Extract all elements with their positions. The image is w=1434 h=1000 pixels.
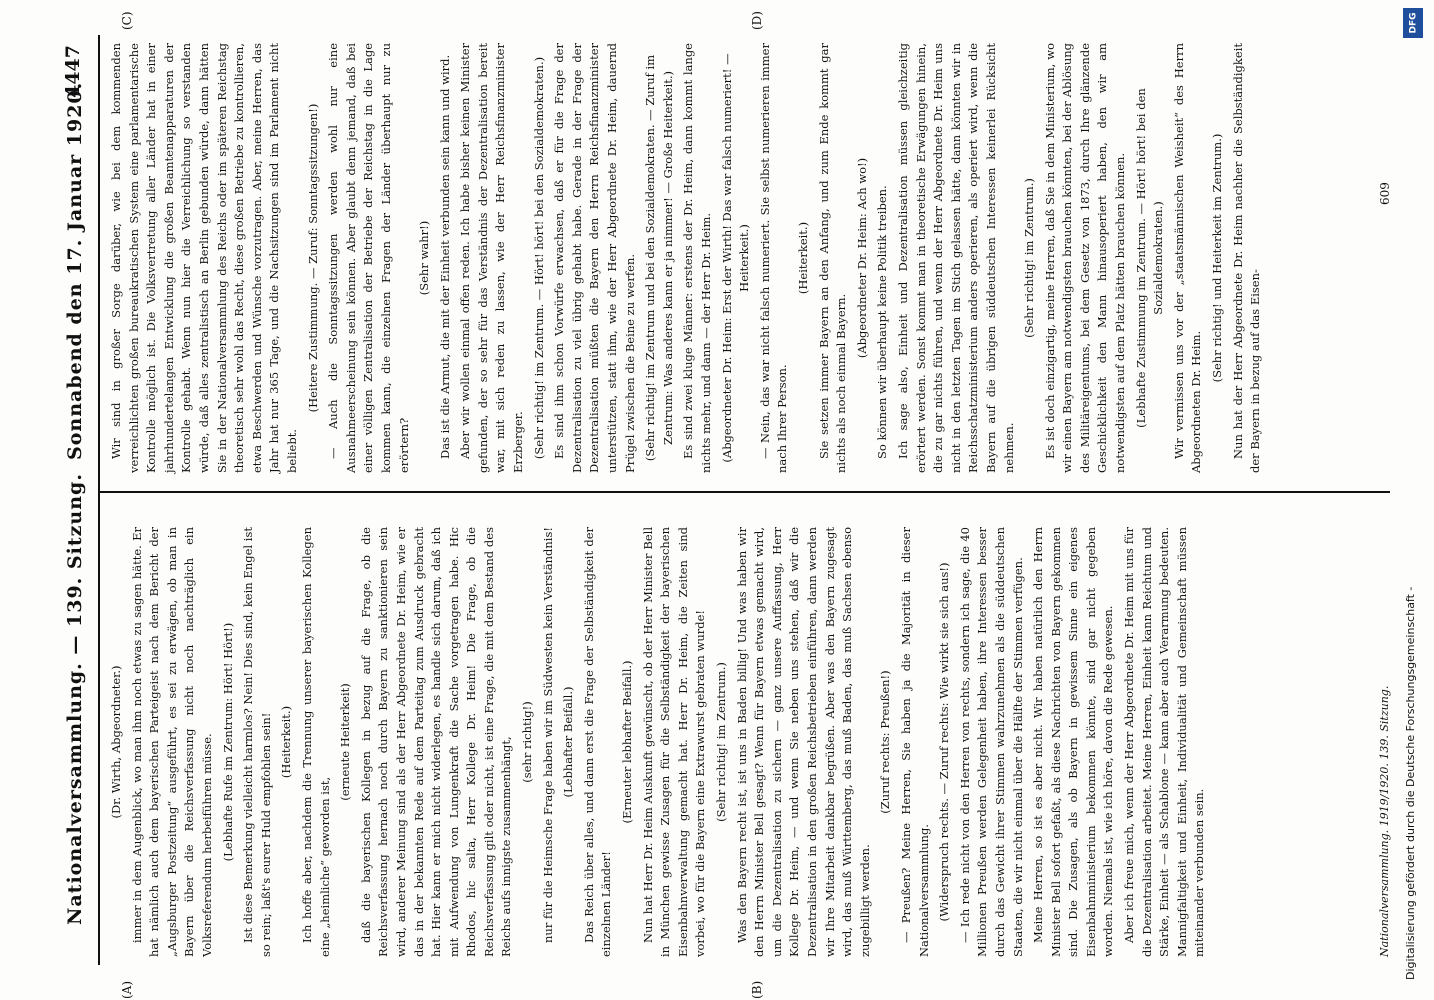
header-session-title: Nationalversammlung. — 139. Sitzung.	[64, 473, 86, 925]
paragraph: nur für die Heimsche Frage haben wir im Südwesten kein Verständnis!	[540, 527, 555, 943]
interjection: (Zuruf rechts: Preußen!)	[878, 670, 893, 814]
paragraph: Es ist doch einzigartig, meine Herren, daß Sie in dem Ministerium, wo wir einen Bayern am notwendigsten brauchen könnten, bei der Ablösung des Militäreigentums, bei dem Gesetz von 1873, durch Ihre glänzende Geschicklichkeit den Mann hinausoperiert haben, den wir am notwendigsten auf dem Platz hätten brauchen können.	[1042, 43, 1128, 473]
interjection: (sehr richtig!)	[520, 701, 535, 783]
interjection: (Erneuter lebhafter Beifall.)	[620, 660, 635, 824]
interjection: (Sehr richtig! im Zentrum.)	[714, 662, 728, 822]
interjection: (Lebhafte Zustimmung im Zentrum. — Hört! hört! bei den Sozialdemokraten.)	[1133, 88, 1166, 428]
interjection: (Sehr richtig! im Zentrum.)	[1022, 178, 1037, 338]
header-page-number: 4447	[62, 45, 84, 98]
margin-marker-d: (D)	[750, 11, 764, 30]
right-column	[108, 43, 1268, 473]
interjection: (Sehr richtig! im Zentrum und bei den Sozialdemokraten. — Zuruf im Zentrum: Was anderes kann er ja nimmer! — Große Heiterkeit.)	[643, 54, 675, 462]
interjection: (Abgeordneter Dr. Heim: Ach wo!)	[854, 157, 869, 359]
paragraph: Das Reich über alles, und dann erst die Frage der Selbständigkeit der einzelnen Länder!	[581, 527, 614, 957]
interjection: (Widerspruch rechts. — Zuruf rechts: Wie wirkt sie sich aus!)	[937, 562, 952, 922]
paragraph: — Preußen? Meine Herren, Sie haben ja die Majorität in dieser Nationalversammlung.	[898, 527, 931, 957]
paragraph: Ist diese Bemerkung vielleicht harmlos? Nein! Dies sind, kein Engel ist so rein; laßt's eurer Huld empfohlen sein!	[241, 527, 273, 957]
paragraph: So können wir überhaupt keine Politik treiben.	[875, 185, 890, 459]
interjection: (Abgeordneter Dr. Heim: Erst der Wirth! Das war falsch numeriert! — Heiterkeit.)	[719, 53, 752, 463]
paragraph: Es sind ihm schon Vorwürfe erwachsen, daß er für die Frage der Dezentralisation zu viel übrig gehabt habe. Gerade in der Frage der Dezentralisation müßten die Bayern den Herrn Reichsfinanzminister unterstützen, statt ihm, wie der Herr Abgeordnete Dr. Heim, dauernd Prügel zwischen die Beine zu werfen.	[552, 43, 637, 473]
interjection: (erneute Heiterkeit)	[338, 683, 353, 801]
page-header	[60, 35, 100, 965]
paragraph: Nun hat Herr Dr. Heim Auskunft gewünscht, ob der Herr Minister Bell in München gewisse Zusagen für die Selbständigkeit der bayerischen Eisenbahnverwaltung gemacht hat. Herr Dr. Heim, die Zeiten sind vorbei, wo für die Bayern eine Extrawurst gebraten wurde!	[640, 527, 708, 957]
paragraph: Aber ich freue mich, wenn der Herr Abgeordnete Dr. Heim mit uns für die Dezentralisation arbeitet. Meine Herren, Einheit kann Reichtum und Stärke, Einheit — als Schablone — kann aber auch Verarmung bedeuten. Mannigfaltigkeit und Einheit, Individualität und Gemeinschaft müssen miteinander verbunden sein.	[1122, 527, 1207, 957]
column-divider	[100, 491, 1390, 493]
paragraph: Wir sind in großer Sorge darüber, wie bei dem kommenden verreichlichten großen bureaukratischen System eine parlamentarische Kontrolle möglich ist. Die Volksvertretung aller Länder hat in einer jahrhundertelangen Entwicklung die großen Beamtenapparaturen der Kontrolle gehabt. Wenn nun hier die Verreichlichung so verstanden würde, daß alles zentralistisch an Berlin gebunden würde, dann hätten Sie in der Nationalversammlung des Reichs oder im späteren Reichstag theoretisch sehr wohl das Recht, diese großen Betriebe zu kontrollieren, etwa Beschwerden und Wünsche vorzutragen. Aber, meine Herren, das Jahr hat nur 365 Tage, und die Nachsitzungen sind im Parlament nicht beliebt.	[109, 43, 299, 473]
paragraph: Ich hoffe aber, nachdem die Trennung unserer bayerischen Kollegen eine „heimliche“ geworden ist,	[299, 527, 332, 957]
interjection: (Heiterkeit.)	[795, 221, 810, 295]
interjection: (Sehr richtig! im Zentrum. — Hört! hört! bei den Sozialdemokraten.)	[531, 56, 546, 460]
paragraph: Es sind zwei kluge Männer: erstens der Dr. Heim, dann kommt lange nichts mehr, und dann — der Herr Dr. Heim.	[681, 43, 713, 473]
paragraph: Was den Bayern recht ist, ist uns in Baden billig! Und was haben wir den Herrn Minister Bell gesagt? Wenn für Bayern etwas gemacht wird, um die Dezentralisation zu sichern — ganz unsere Auffassung, Herr Kollege Dr. Heim, — und wenn Sie neben uns stehen, daß wir die Dezentralisation in den großen Reichsbetrieben einführen, dann werden wir Ihre Mitarbeit dankbar begrüßen. Aber was den Bayern zugesagt wird, das muß Württemberg, das muß Baden, das muß Sachsen ebenso zugebilligt werden.	[734, 527, 872, 957]
digitization-stamp: Digitalisierung gefördert durch die Deutsche Forschungsgemeinschaft -	[1404, 586, 1417, 980]
interjection: (Dr. Wirth, Abgeordneter.)	[109, 665, 123, 819]
paragraph: Das ist die Armut, die mit der Einheit verbunden sein kann und wird.	[437, 54, 452, 459]
paragraph: Ich sage also, Einheit und Dezentralisation müssen gleichzeitig erörtert werden. Sonst kommt man in theoretische Erwägungen hinein, die zu gar nichts führen, und wenn der Herr Abgeordnete Dr. Heim uns nicht in den letzten Tagen im Stich gelassen hätte, dann könnten wir in Reichsschatzministerium anders operieren, als operiert wird, wenn die Bayern auf die übrigen süddeutschen Interessen keinerlei Rücksicht nehmen.	[895, 43, 1016, 473]
paragraph: — Ich rede nicht von den Herren von rechts, sondern ich sage, die 40 Millionen Preußen werden Gelegenheit haben, ihre Interessen besser durch das Gewicht ihrer Stimmen wahrzunehmen als die süddeutschen Staaten, die wir nicht einmal über die Hälfte der Stimmen verfügen.	[957, 527, 1025, 957]
paragraph: Wir vermissen uns vor der „staatsmännischen Weisheit“ des Herrn Abgeordneten Dr. Heim.	[1171, 43, 1204, 473]
page-footer: Nationalversammlung. 1919/1920. 139. Sitzung.	[1378, 685, 1391, 957]
interjection: (Heitere Zustimmung. — Zuruf: Sonntagssitzungen!)	[305, 103, 320, 413]
rotated-page-content	[60, 11, 1405, 999]
interjection: (Heiterkeit.)	[279, 705, 294, 779]
paragraph: daß die bayerischen Kollegen in bezug auf die Frage, ob die Reichsverfassung hernach noch durch Bayern zu sanktionieren sein wird, anderer Meinung sind als der Herr Abgeordnete Dr. Heim, wie er das in der bekannten Rede auf dem Parteitag zum Ausdruck gebracht hat. Hier kann er mich nicht widerlegen, es handle sich darum, daß ich mit Aufwendung von Lungenkraft die Sache vorgetragen habe. Hic Rhodos, hic salta, Herr Kollege Dr. Heim! Die Frage, ob die Reichsverfassung gilt oder nicht, ist eine Frage, die mit dem Bestand des Reichs aufs innigste zusammenhängt,	[358, 527, 514, 957]
dfg-logo: DFG	[1403, 8, 1423, 38]
header-date: Sonnabend den 17. Januar 1920.	[64, 81, 86, 460]
interjection: (Sehr wahr!)	[417, 220, 432, 296]
paragraph: — Auch die Sonntagssitzungen werden wohl nur eine Ausnahmeerscheinung sein können. Aber glaubt denn jemand, daß bei einer völligen Zentralisation der Betriebe der Reichstag in die Lage kommen kann, die einzelnen Fragen der Länder überhaupt nur zu erörtern?	[326, 43, 411, 473]
paragraph: Sie setzen immer Bayern an den Anfang, und zum Ende kommt gar nichts als noch einmal Bayern.	[816, 43, 849, 473]
paragraph: Meine Herren, so ist es aber nicht. Wir haben natürlich den Herrn Minister Bell sofort gefaßt, als diese Nachrichten von Bayern gekommen sind. Die Zusagen, als ob Bayern in gewissem Sinne ein eigenes Eisenbahnministerium bekommen könnte, sind gar nicht gegeben worden. Niemals ist, wie ich höre, davon die Rede gewesen.	[1031, 527, 1116, 957]
margin-marker-b: (B)	[750, 980, 764, 999]
paragraph: Aber wir wollen einmal offen reden. Ich habe bisher keinen Minister gefunden, der so sehr für das Verständnis der Dezentralisation bereit war, mit sich reden zu lassen, wie der Herr Reichsfinanzminister Erzberger.	[458, 43, 526, 473]
left-column	[108, 527, 1212, 957]
margin-marker-a: (A)	[120, 980, 134, 999]
paragraph: Nun hat der Herr Abgeordnete Dr. Heim nachher die Selbständigkeit der Bayern in bezug auf das Eisen-	[1230, 43, 1263, 473]
interjection: (Lebhafte Rufe im Zentrum: Hört! Hört!)	[220, 622, 235, 862]
footer-page-number: 609	[1378, 182, 1392, 205]
paragraph: — Nein, das war nicht falsch numeriert. Sie selbst numerieren immer nach Ihrer Person.	[757, 43, 790, 473]
margin-marker-c: (C)	[120, 11, 134, 30]
paragraph: immer in dem Augenblick, wo man ihm noch etwas zu sagen hätte. Er hat nämlich auch dem bayerischen Parteigeist nach dem Bericht der „Augsburger Postzeitung“ ausgeführt, es sei zu erwägen, ob man in Bayern über die Reichsverfassung nicht noch nachträglich ein Volksreferendum herbeiführen müsse.	[129, 527, 214, 957]
interjection: (Lebhafter Beifall.)	[561, 686, 576, 798]
interjection: (Sehr richtig! und Heiterkeit im Zentrum.)	[1210, 133, 1225, 383]
